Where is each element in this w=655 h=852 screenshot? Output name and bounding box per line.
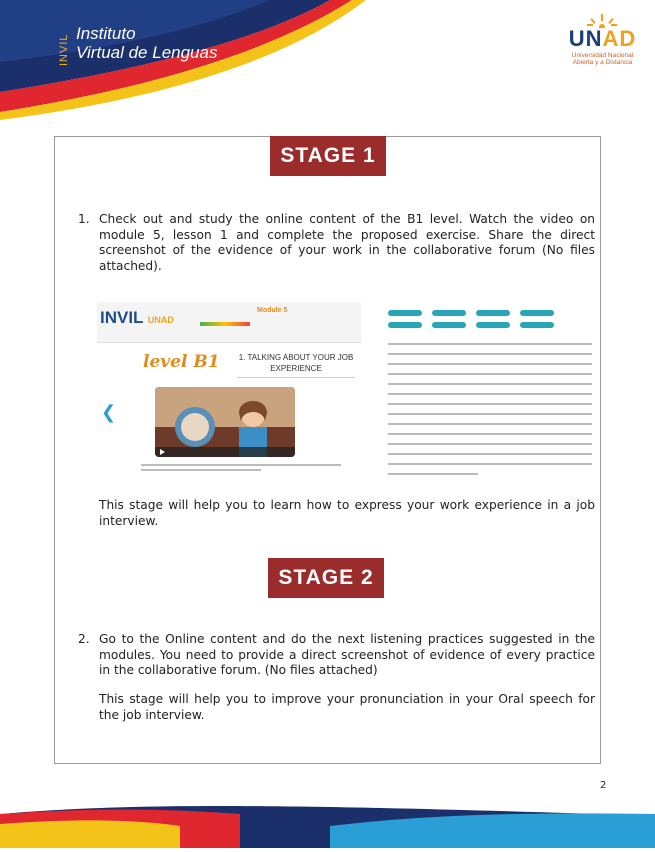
screenshot-progress-bar bbox=[200, 322, 250, 326]
stage-1-instruction-text: Check out and study the online content of the B1 level. Watch the video on module 5, lesson 1 and complete the proposed exercise. Share the direct screenshot of the evidence of your work in the collaborative forum (No files attached). bbox=[99, 212, 595, 273]
word-chip bbox=[476, 322, 510, 328]
unad-logo bbox=[565, 14, 640, 74]
stage-2-instruction-text: Go to the Online content and do the next listening practices suggested in the modules. You need to provide a direct screenshot of evidence of every practice in the collaborative forum. (No files attached) bbox=[99, 632, 595, 677]
stage-1-instruction bbox=[78, 212, 595, 274]
exercise-text-line bbox=[388, 423, 592, 425]
stage-1-note: This stage will help you to learn how to express your work experience in a job interview. bbox=[99, 498, 595, 528]
stage-1-badge: STAGE 1 bbox=[270, 136, 386, 176]
page-header bbox=[0, 0, 655, 120]
page-number: 2 bbox=[600, 780, 607, 791]
exercise-screenshot bbox=[384, 305, 596, 480]
exercise-text-line bbox=[388, 433, 592, 435]
screenshot-module-label: Module 5 bbox=[257, 307, 288, 314]
screenshot-video-player bbox=[155, 387, 295, 457]
page-footer bbox=[0, 800, 655, 848]
exercise-text-line bbox=[388, 453, 592, 455]
exercise-text-line bbox=[388, 473, 478, 475]
screenshot-prev-arrow-icon: ❮ bbox=[101, 402, 117, 423]
unad-sunburst-icon bbox=[587, 14, 617, 28]
unad-subtitle-1: Universidad Nacional bbox=[571, 52, 634, 59]
screenshot-invil-logo: INVIL UNAD bbox=[100, 308, 174, 327]
video-illustration bbox=[155, 387, 295, 457]
exercise-text-line bbox=[388, 413, 592, 415]
footer-wave-graphic bbox=[0, 800, 655, 848]
exercise-text-line bbox=[388, 383, 592, 385]
word-chip bbox=[432, 322, 466, 328]
stage-2-note: This stage will help you to improve your pronunciation in your Oral speech for the job interview. bbox=[99, 692, 595, 722]
exercise-text-line bbox=[388, 463, 592, 465]
institute-name-line1: Instituto bbox=[76, 24, 136, 43]
exercise-text-line bbox=[388, 363, 592, 365]
word-chip bbox=[520, 322, 554, 328]
lesson-screenshot bbox=[97, 302, 361, 477]
screenshot-level-label: level B1 bbox=[143, 352, 220, 372]
institute-name-line2: Virtual de Lenguas bbox=[76, 43, 218, 62]
word-chip bbox=[432, 310, 466, 316]
stage-1-number: 1. bbox=[78, 212, 90, 226]
screenshot-lesson-title: 1. TALKING ABOUT YOUR JOB EXPERIENCE bbox=[237, 352, 355, 378]
exercise-text-line bbox=[388, 353, 592, 355]
word-chip bbox=[388, 310, 422, 316]
lesson-screenshot-header bbox=[97, 302, 361, 343]
exercise-text-line bbox=[388, 343, 592, 345]
stage-2-number: 2. bbox=[78, 632, 90, 646]
screenshot-caption-lines bbox=[141, 464, 361, 471]
word-chip bbox=[388, 322, 422, 328]
word-chip bbox=[520, 310, 554, 316]
institute-name bbox=[76, 24, 217, 62]
unad-subtitle-2: Abierta y a Distancia bbox=[572, 59, 633, 66]
invil-vertical-tag: INVIL bbox=[58, 33, 70, 66]
exercise-text-line bbox=[388, 443, 592, 445]
word-chip bbox=[476, 310, 510, 316]
exercise-text-line bbox=[388, 373, 592, 375]
stage-2-instruction bbox=[78, 632, 595, 679]
stage-2-badge: STAGE 2 bbox=[268, 558, 384, 598]
exercise-text-line bbox=[388, 393, 592, 395]
unad-wordmark: UNAD bbox=[568, 26, 637, 51]
invil-logo bbox=[56, 24, 256, 68]
exercise-text-line bbox=[388, 403, 592, 405]
